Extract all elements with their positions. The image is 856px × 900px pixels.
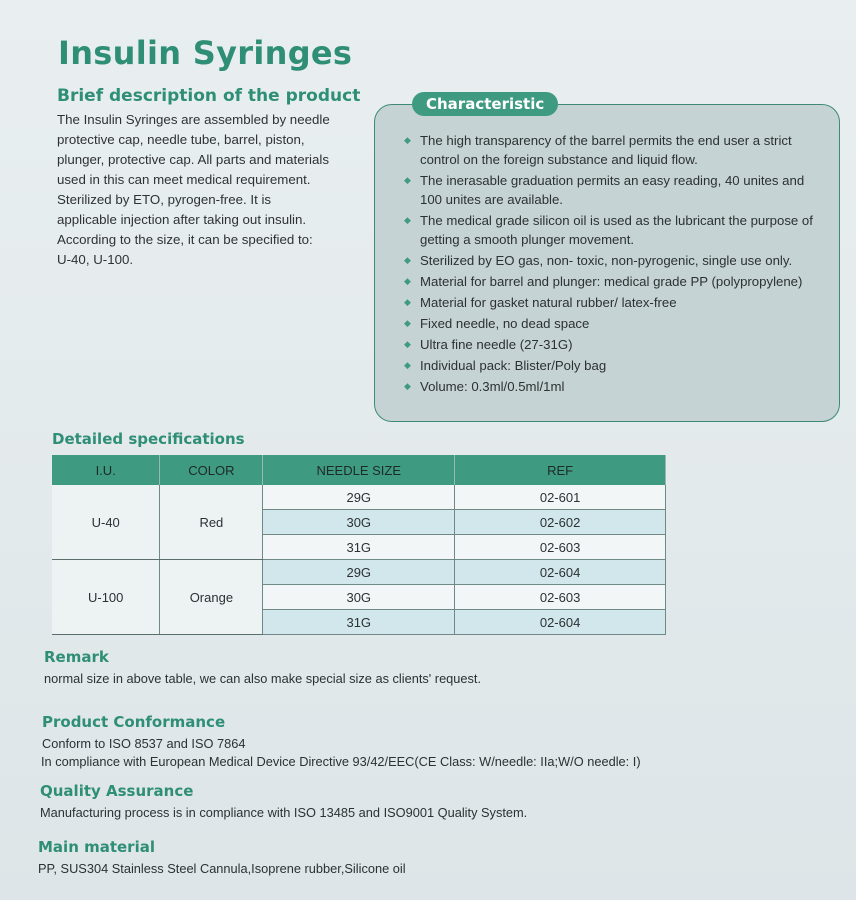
characteristic-item	[404, 356, 813, 375]
brief-description	[57, 110, 347, 270]
characteristic-list	[404, 131, 813, 396]
characteristic-text: The high transparency of the barrel permits the end user a strict	[420, 133, 792, 148]
material-text: PP, SUS304 Stainless Steel Cannula,Isoprene rubber,Silicone oil	[38, 861, 406, 876]
characteristic-item	[404, 171, 813, 209]
diamond-bullet-icon: ◆	[404, 360, 411, 370]
quality-heading: Quality Assurance	[40, 782, 194, 800]
characteristic-item	[404, 335, 813, 354]
needle-size-cell: 31G	[263, 535, 455, 560]
ref-cell: 02-604	[455, 610, 666, 635]
brief-line: Sterilized by ETO, pyrogen-free. It is	[57, 192, 272, 207]
conformance-line: In compliance with European Medical Device Directive 93/42/EEC(CE Class: W/needle: IIa;W/O needle: I)	[41, 754, 641, 769]
brief-line: protective cap, needle tube, barrel, piston,	[57, 132, 305, 147]
characteristic-text: Volume: 0.3ml/0.5ml/1ml	[420, 379, 565, 394]
table-header-row	[52, 455, 666, 485]
column-header-ref: REF	[455, 455, 666, 485]
diamond-bullet-icon: ◆	[404, 339, 411, 349]
needle-size-cell: 30G	[263, 585, 455, 610]
ref-cell: 02-603	[455, 535, 666, 560]
brief-line: According to the size, it can be specified to:	[57, 232, 313, 247]
ref-cell: 02-602	[455, 510, 666, 535]
needle-size-cell: 29G	[263, 485, 455, 510]
needle-size-cell: 30G	[263, 510, 455, 535]
page-title: Insulin Syringes	[58, 34, 353, 72]
diamond-bullet-icon: ◆	[404, 381, 411, 391]
characteristic-text: Material for gasket natural rubber/ latex-free	[420, 295, 677, 310]
diamond-bullet-icon: ◆	[404, 297, 411, 307]
characteristic-text: 100 unites are available.	[420, 192, 563, 207]
specifications-body	[52, 485, 666, 635]
diamond-bullet-icon: ◆	[404, 175, 411, 185]
table-row	[52, 485, 666, 510]
characteristic-item	[404, 211, 813, 249]
brief-line: U-40, U-100.	[57, 252, 134, 267]
brief-line: applicable injection after taking out insulin.	[57, 212, 307, 227]
characteristic-text: Fixed needle, no dead space	[420, 316, 590, 331]
diamond-bullet-icon: ◆	[404, 215, 411, 225]
characteristic-text: Ultra fine needle (27-31G)	[420, 337, 573, 352]
column-header-color: COLOR	[160, 455, 263, 485]
characteristic-text: The inerasable graduation permits an easy reading, 40 unites and	[420, 173, 805, 188]
needle-size-cell: 31G	[263, 610, 455, 635]
characteristic-text: Material for barrel and plunger: medical grade PP (polypropylene)	[420, 274, 803, 289]
quality-text: Manufacturing process is in compliance with ISO 13485 and ISO9001 Quality System.	[40, 805, 528, 820]
needle-size-cell: 29G	[263, 560, 455, 585]
remark-heading: Remark	[44, 648, 109, 666]
characteristic-item	[404, 314, 813, 333]
color-cell: Orange	[160, 560, 263, 635]
diamond-bullet-icon: ◆	[404, 135, 411, 145]
brief-line: used in this can meet medical requirement.	[57, 172, 311, 187]
characteristic-text: getting a smooth plunger movement.	[420, 232, 635, 247]
diamond-bullet-icon: ◆	[404, 318, 411, 328]
characteristic-text: Individual pack: Blister/Poly bag	[420, 358, 607, 373]
characteristic-item	[404, 293, 813, 312]
table-row	[52, 560, 666, 585]
column-header-iu: I.U.	[52, 455, 160, 485]
color-cell: Red	[160, 485, 263, 560]
diamond-bullet-icon: ◆	[404, 276, 411, 286]
conformance-line: Conform to ISO 8537 and ISO 7864	[42, 736, 246, 751]
column-header-needle-size: NEEDLE SIZE	[263, 455, 455, 485]
iu-cell: U-100	[52, 560, 160, 635]
ref-cell: 02-604	[455, 560, 666, 585]
specifications-table	[52, 455, 666, 635]
brief-line: The Insulin Syringes are assembled by needle	[57, 112, 330, 127]
brief-line: plunger, protective cap. All parts and materials	[57, 152, 329, 167]
remark-text: normal size in above table, we can also make special size as clients' request.	[44, 671, 482, 686]
ref-cell: 02-603	[455, 585, 666, 610]
characteristic-item	[404, 377, 813, 396]
characteristic-text: control on the foreign substance and liquid flow.	[420, 152, 698, 167]
material-heading: Main material	[38, 838, 155, 856]
characteristic-text: Sterilized by EO gas, non- toxic, non-pyrogenic, single use only.	[420, 253, 793, 268]
conformance-heading: Product Conformance	[42, 713, 226, 731]
characteristic-text: The medical grade silicon oil is used as the lubricant the purpose of	[420, 213, 813, 228]
characteristic-item	[404, 272, 813, 291]
diamond-bullet-icon: ◆	[404, 255, 411, 265]
characteristic-item	[404, 251, 813, 270]
characteristic-heading: Characteristic	[412, 92, 558, 116]
characteristic-item	[404, 131, 813, 169]
iu-cell: U-40	[52, 485, 160, 560]
specifications-heading: Detailed specifications	[52, 430, 245, 448]
ref-cell: 02-601	[455, 485, 666, 510]
brief-description-heading: Brief description of the product	[57, 86, 361, 106]
